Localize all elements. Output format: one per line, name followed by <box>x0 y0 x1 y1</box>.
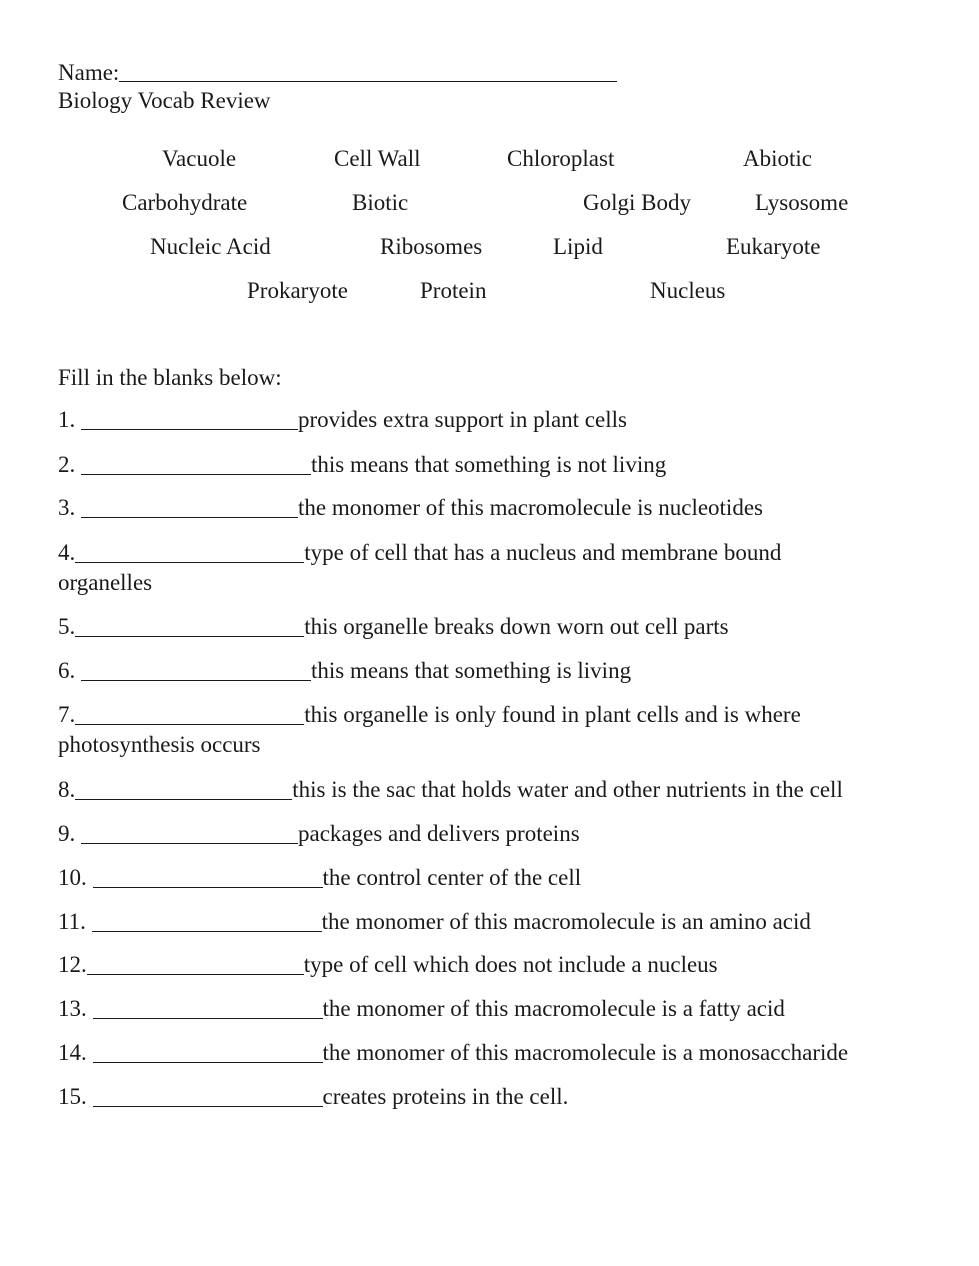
question-text: this is the sac that holds water and other nutrients in the cell <box>292 777 843 802</box>
question-number: 13. <box>58 996 93 1021</box>
question-text: the control center of the cell <box>322 865 582 890</box>
word-bank-item: Prokaryote <box>247 278 348 303</box>
question-text: creates proteins in the cell. <box>322 1084 569 1109</box>
question-item <box>58 700 801 760</box>
question-item <box>58 863 581 893</box>
word-bank-item: Cell Wall <box>334 146 421 171</box>
answer-blank[interactable] <box>81 454 311 475</box>
question-text: packages and delivers proteins <box>298 821 580 846</box>
question-text: the monomer of this macromolecule is nucleotides <box>298 495 763 520</box>
question-number: 11. <box>58 909 92 934</box>
answer-blank[interactable] <box>93 1086 323 1107</box>
word-bank-item: Ribosomes <box>380 234 483 259</box>
question-number: 4. <box>58 540 76 565</box>
question-number: 9. <box>58 821 81 846</box>
question-number: 12. <box>58 952 87 977</box>
answer-blank[interactable] <box>81 497 298 518</box>
question-text: type of cell that has a nucleus and membrane bound <box>304 540 782 565</box>
answer-blank[interactable] <box>75 542 304 563</box>
answer-blank[interactable] <box>93 1042 323 1063</box>
question-item <box>58 950 718 980</box>
question-number: 6. <box>58 658 81 683</box>
question-text: the monomer of this macromolecule is a monosaccharide <box>322 1040 849 1065</box>
question-item <box>58 994 785 1024</box>
name-label: Name: <box>58 60 120 85</box>
word-bank-item: Nucleus <box>650 278 726 303</box>
answer-blank[interactable] <box>93 867 323 888</box>
word-bank-item: Lipid <box>553 234 603 259</box>
question-item <box>58 1082 568 1112</box>
question-number: 14. <box>58 1040 93 1065</box>
question-text: the monomer of this macromolecule is an amino acid <box>321 909 811 934</box>
question-text: this organelle is only found in plant cells and is where <box>304 702 801 727</box>
question-number: 8. <box>58 777 76 802</box>
word-bank-item: Lysosome <box>755 190 849 215</box>
question-text: the monomer of this macromolecule is a fatty acid <box>322 996 785 1021</box>
question-number: 2. <box>58 452 81 477</box>
question-number: 1. <box>58 407 81 432</box>
question-item <box>58 819 580 849</box>
question-item <box>58 612 729 642</box>
question-text-continued: photosynthesis occurs <box>58 732 261 757</box>
answer-blank[interactable] <box>75 779 292 800</box>
answer-blank[interactable] <box>93 998 323 1019</box>
question-item <box>58 493 763 523</box>
question-item <box>58 656 631 686</box>
name-blank[interactable] <box>119 63 617 82</box>
question-number: 10. <box>58 865 93 890</box>
question-number: 3. <box>58 495 81 520</box>
word-bank-item: Vacuole <box>162 146 237 171</box>
word-bank-item: Nucleic Acid <box>150 234 271 259</box>
answer-blank[interactable] <box>81 409 298 430</box>
question-text-continued: organelles <box>58 570 153 595</box>
instructions: Fill in the blanks below: <box>58 365 282 390</box>
word-bank-item: Carbohydrate <box>122 190 248 215</box>
answer-blank[interactable] <box>87 954 304 975</box>
question-item <box>58 775 843 805</box>
question-text: this organelle breaks down worn out cell parts <box>304 614 729 639</box>
question-item <box>58 907 811 937</box>
word-bank-item: Chloroplast <box>507 146 615 171</box>
word-bank-item: Golgi Body <box>583 190 691 215</box>
answer-blank[interactable] <box>75 616 304 637</box>
question-text: this means that something is not living <box>311 452 667 477</box>
question-item <box>58 1038 848 1068</box>
word-bank-item: Biotic <box>352 190 409 215</box>
question-text: type of cell which does not include a nucleus <box>303 952 718 977</box>
question-number: 15. <box>58 1084 93 1109</box>
question-number: 5. <box>58 614 76 639</box>
word-bank-item: Abiotic <box>743 146 812 171</box>
answer-blank[interactable] <box>81 660 311 681</box>
question-item <box>58 538 781 598</box>
page-title: Biology Vocab Review <box>58 88 271 113</box>
question-item <box>58 450 666 480</box>
answer-blank[interactable] <box>81 823 298 844</box>
question-text: provides extra support in plant cells <box>298 407 627 432</box>
question-item <box>58 405 627 435</box>
answer-blank[interactable] <box>75 704 304 725</box>
word-bank-item: Eukaryote <box>726 234 821 259</box>
answer-blank[interactable] <box>92 911 322 932</box>
question-text: this means that something is living <box>311 658 632 683</box>
word-bank-item: Protein <box>420 278 487 303</box>
question-number: 7. <box>58 702 76 727</box>
name-row <box>58 60 617 86</box>
